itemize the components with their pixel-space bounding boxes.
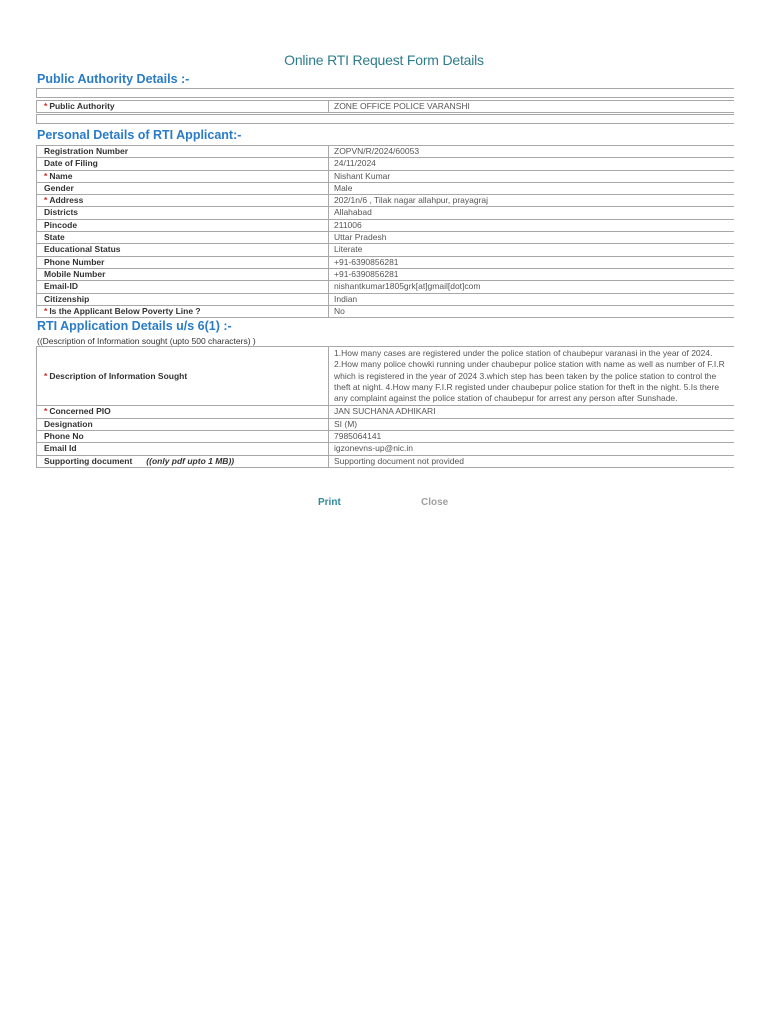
table-row bbox=[37, 170, 735, 182]
field-label bbox=[37, 101, 329, 113]
field-value: 24/11/2024 bbox=[329, 158, 735, 170]
table-row bbox=[37, 182, 735, 194]
table-row bbox=[37, 305, 735, 317]
table-row bbox=[37, 256, 735, 268]
field-label bbox=[37, 268, 329, 280]
field-label-text: Phone No bbox=[44, 431, 84, 442]
field-label bbox=[37, 158, 329, 170]
public-authority-spacer-top bbox=[36, 88, 734, 98]
field-label bbox=[37, 418, 329, 430]
field-value: JAN SUCHANA ADHIKARI bbox=[329, 406, 735, 418]
field-label bbox=[37, 281, 329, 293]
field-label bbox=[37, 244, 329, 256]
field-label bbox=[37, 232, 329, 244]
public-authority-heading: Public Authority Details :- bbox=[37, 72, 190, 86]
field-label bbox=[37, 170, 329, 182]
public-authority-table bbox=[36, 100, 734, 113]
required-asterisk: * bbox=[44, 170, 48, 181]
field-label-text: Pincode bbox=[44, 219, 78, 230]
field-value: SI (M) bbox=[329, 418, 735, 430]
field-label bbox=[37, 146, 329, 158]
table-row bbox=[37, 455, 735, 467]
field-label-text: Email Id bbox=[44, 443, 77, 454]
application-heading: RTI Application Details u/s 6(1) :- bbox=[37, 319, 232, 333]
supporting-label: Supporting document bbox=[44, 455, 133, 466]
table-row bbox=[37, 146, 735, 158]
field-value: Male bbox=[329, 182, 735, 194]
field-value: Uttar Pradesh bbox=[329, 232, 735, 244]
field-label bbox=[37, 431, 329, 443]
field-label-text: Educational Status bbox=[44, 244, 121, 255]
field-label bbox=[37, 195, 329, 207]
field-label bbox=[37, 443, 329, 455]
field-label-text: State bbox=[44, 232, 65, 243]
public-authority-value: ZONE OFFICE POLICE VARANSHI bbox=[329, 101, 735, 113]
field-label bbox=[37, 406, 329, 418]
required-asterisk: * bbox=[44, 195, 48, 206]
applicant-table bbox=[36, 145, 734, 318]
table-row bbox=[37, 347, 735, 406]
field-label-text: Name bbox=[49, 170, 73, 181]
required-asterisk: * bbox=[44, 101, 48, 111]
field-value: 7985064141 bbox=[329, 431, 735, 443]
table-row bbox=[37, 443, 735, 455]
field-label-text: Districts bbox=[44, 207, 79, 218]
field-label bbox=[37, 256, 329, 268]
field-value: +91-6390856281 bbox=[329, 256, 735, 268]
close-button[interactable]: Close bbox=[421, 497, 449, 508]
table-row bbox=[37, 207, 735, 219]
field-label-text: Email-ID bbox=[44, 281, 79, 292]
field-label-text: Phone Number bbox=[44, 256, 105, 267]
table-row bbox=[37, 431, 735, 443]
field-label-text: Date of Filing bbox=[44, 158, 98, 169]
field-value: No bbox=[329, 305, 735, 317]
field-value: 202/1n/6 , Tilak nagar allahpur, prayagraj bbox=[329, 195, 735, 207]
field-label-text: Registration Number bbox=[44, 146, 129, 156]
field-label-text: Address bbox=[49, 195, 84, 206]
required-asterisk: * bbox=[44, 370, 48, 381]
field-label-text: Citizenship bbox=[44, 293, 90, 304]
field-label-text: Designation bbox=[44, 418, 93, 429]
table-row bbox=[37, 418, 735, 430]
public-authority-label: Public Authority bbox=[49, 101, 115, 111]
table-row bbox=[37, 244, 735, 256]
table-row bbox=[37, 219, 735, 231]
table-row bbox=[37, 195, 735, 207]
field-label-text: Is the Applicant Below Poverty Line ? bbox=[49, 305, 201, 316]
table-row bbox=[37, 406, 735, 418]
field-label bbox=[37, 182, 329, 194]
field-value: igzonevns-up@nic.in bbox=[329, 443, 735, 455]
print-button[interactable]: Print bbox=[318, 497, 341, 508]
table-row bbox=[37, 232, 735, 244]
field-label bbox=[37, 207, 329, 219]
supporting-value: Supporting document not provided bbox=[329, 455, 735, 467]
table-row bbox=[37, 158, 735, 170]
required-asterisk: * bbox=[44, 406, 48, 417]
field-value: 211006 bbox=[329, 219, 735, 231]
field-label-text: Mobile Number bbox=[44, 268, 106, 279]
table-row bbox=[37, 101, 735, 113]
page-title: Online RTI Request Form Details bbox=[284, 52, 484, 68]
description-label: Description of Information Sought bbox=[49, 370, 188, 381]
field-value: Nishant Kumar bbox=[329, 170, 735, 182]
table-row bbox=[37, 293, 735, 305]
public-authority-spacer-bottom bbox=[36, 114, 734, 124]
field-label-text: Concerned PIO bbox=[49, 406, 111, 417]
field-label bbox=[37, 293, 329, 305]
table-row bbox=[37, 268, 735, 280]
field-value: Indian bbox=[329, 293, 735, 305]
field-label bbox=[37, 305, 329, 317]
required-asterisk: * bbox=[44, 305, 48, 316]
field-label bbox=[37, 219, 329, 231]
field-label bbox=[37, 455, 329, 467]
applicant-heading: Personal Details of RTI Applicant:- bbox=[37, 128, 242, 142]
field-value: ZOPVN/R/2024/60053 bbox=[329, 146, 735, 158]
field-value: nishantkumar1805grk[at]gmail[dot]com bbox=[329, 281, 735, 293]
description-note: ((Description of Information sought (upto 500 characters) ) bbox=[37, 336, 256, 346]
field-value: Allahabad bbox=[329, 207, 735, 219]
description-value: 1.How many cases are registered under the police station of chaubepur varanasi in the year of 2024. 2.How many police chowki running under chaubepur police station with name as well as number of F.I.R which is registered in the year of 2024 3.which step has been taken by the police station to control the theft at night. 4.How many F.I.R registed under chaubepur police station for theft in the night. 5.Is there any complaint against the police station of chaubepur for arrest any person after Sunshade. bbox=[329, 347, 735, 406]
field-value: Literate bbox=[329, 244, 735, 256]
field-value: +91-6390856281 bbox=[329, 268, 735, 280]
application-table bbox=[36, 346, 734, 468]
supporting-note: ((only pdf upto 1 MB)) bbox=[146, 455, 235, 466]
field-label-text: Gender bbox=[44, 182, 74, 193]
field-label bbox=[37, 347, 329, 406]
table-row bbox=[37, 281, 735, 293]
